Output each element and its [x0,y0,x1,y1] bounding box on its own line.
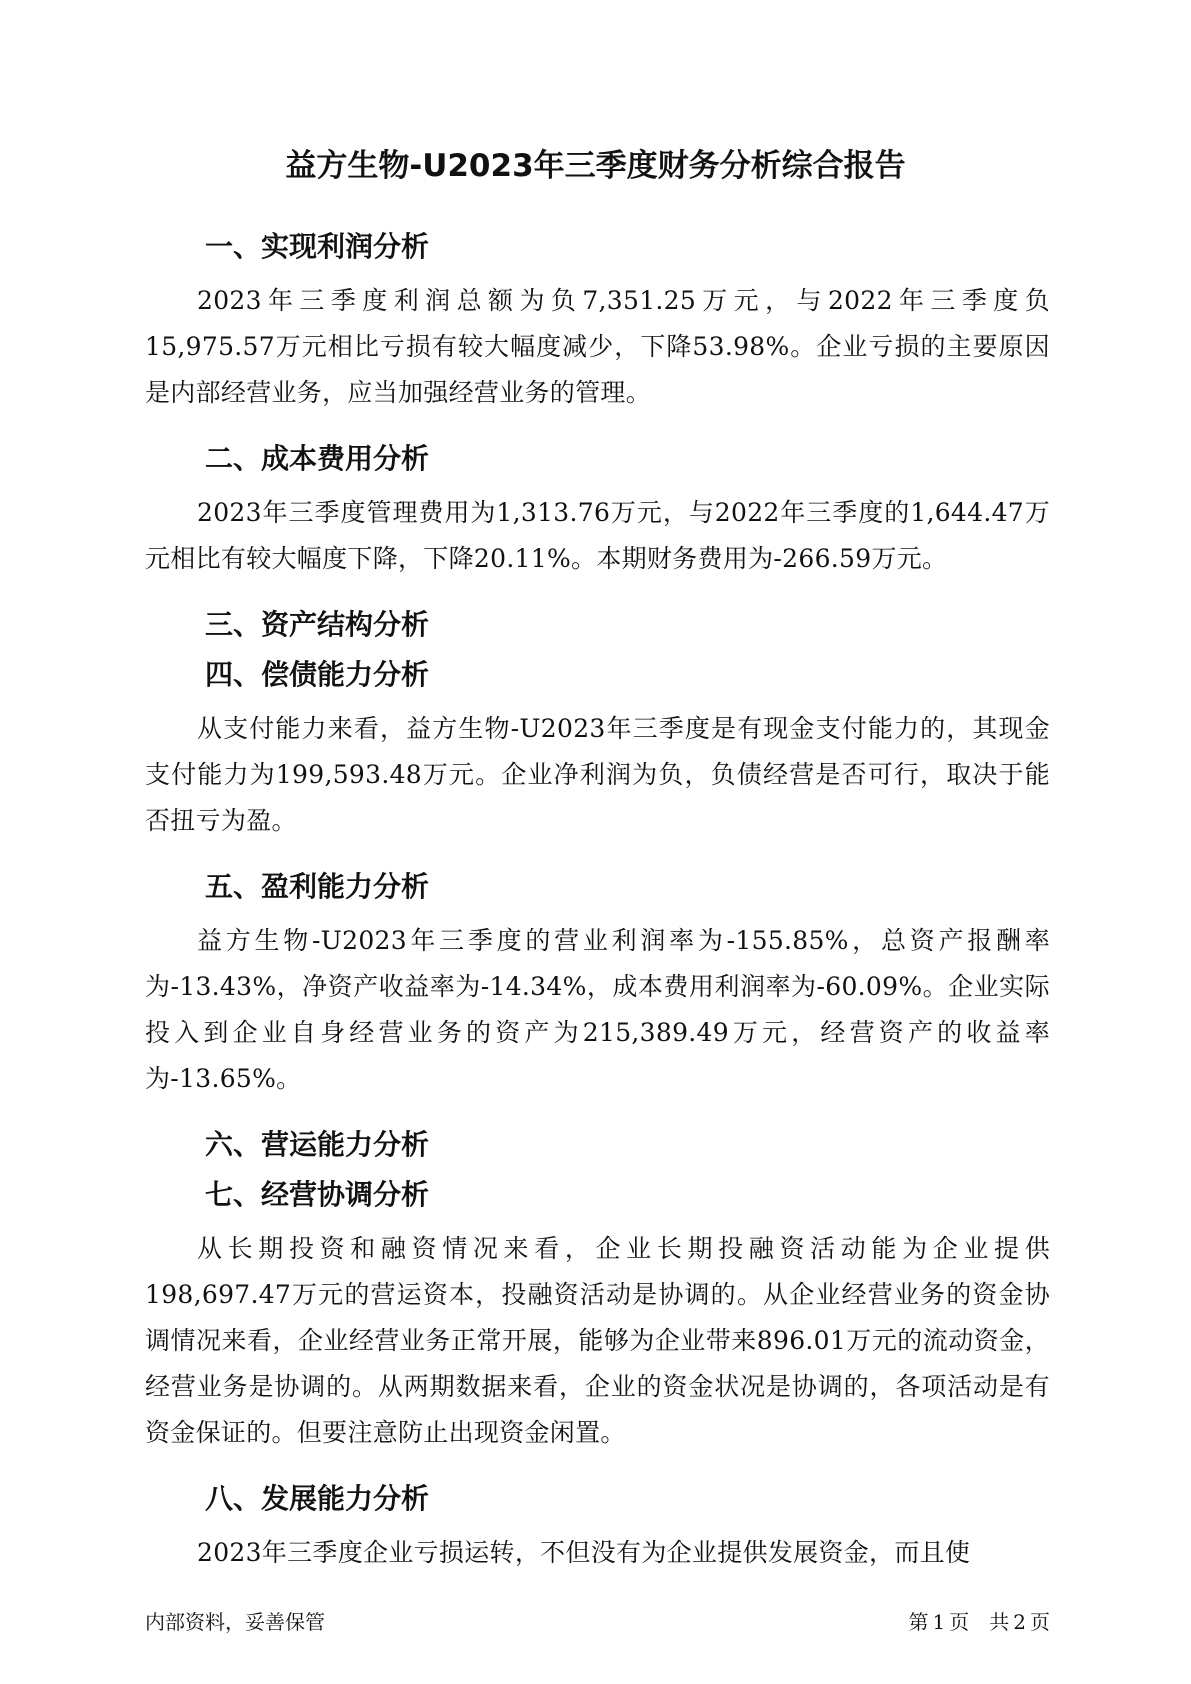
section-heading: 三、资产结构分析 [205,608,430,641]
page-number: 1 [932,1610,946,1634]
section-heading: 四、偿债能力分析 [205,658,430,691]
section-coordination [145,1170,1050,1456]
section-heading: 二、成本费用分析 [205,442,430,475]
section-operation [145,1120,1050,1170]
section-paragraph: 2023年三季度企业亏损运转，不但没有为企业提供发展资金，而且使 [197,1538,971,1567]
page-title: 益方生物-U2023年三季度财务分析综合报告 [285,148,906,184]
confidential-note: 内部资料，妥善保管 [145,1610,325,1634]
section-heading: 七、经营协调分析 [205,1178,430,1211]
page-prefix: 第 [908,1610,929,1634]
page-total: 2 [1013,1610,1026,1634]
section-paragraph: 2023年三季度管理费用为1,313.76万元，与2022年三季度的1,644.47万元相比有较大幅度下降，下降20.11%。本期财务费用为-266.59万元。 [145,498,1050,573]
page-footer [145,1606,1050,1635]
page-mid: 页 共 [949,1610,1010,1634]
section-heading: 八、发展能力分析 [205,1482,430,1515]
page-suffix: 页 [1030,1610,1050,1634]
section-paragraph: 益方生物-U2023年三季度的营业利润率为-155.85%，总资产报酬率为-13.43%，净资产收益率为-14.34%，成本费用利润率为-60.09%。企业实际投入到企业自身经营业务的资产为215,389.49万元，经营资产的收益率为-13.65%。 [145,926,1050,1093]
section-paragraph: 从长期投资和融资情况来看，企业长期投融资活动能为企业提供198,697.47万元的营运资本，投融资活动是协调的。从企业经营业务的资金协调情况来看，企业经营业务正常开展，能够为企业带来896.01万元的流动资金，经营业务是协调的。从两期数据来看，企业的资金状况是协调的，各项活动是有资金保证的。但要注意防止出现资金闲置。 [145,1234,1050,1447]
section-paragraph: 2023年三季度利润总额为负7,351.25万元，与2022年三季度负15,975.57万元相比亏损有较大幅度减少，下降53.98%。企业亏损的主要原因是内部经营业务，应当加强经营业务的管理。 [145,286,1050,407]
section-cost [145,434,1050,582]
section-heading: 六、营运能力分析 [205,1128,430,1161]
page-indicator [905,1606,1050,1635]
section-asset-structure [145,600,1050,650]
section-profit [145,222,1050,416]
section-heading: 五、盈利能力分析 [205,870,430,903]
section-solvency [145,650,1050,844]
section-paragraph: 从支付能力来看，益方生物-U2023年三季度是有现金支付能力的，其现金支付能力为199,593.48万元。企业净利润为负，负债经营是否可行，取决于能否扭亏为盈。 [145,714,1050,835]
report-body [145,222,1050,1594]
section-development [145,1474,1050,1576]
section-heading: 一、实现利润分析 [205,230,430,263]
section-profitability [145,862,1050,1102]
